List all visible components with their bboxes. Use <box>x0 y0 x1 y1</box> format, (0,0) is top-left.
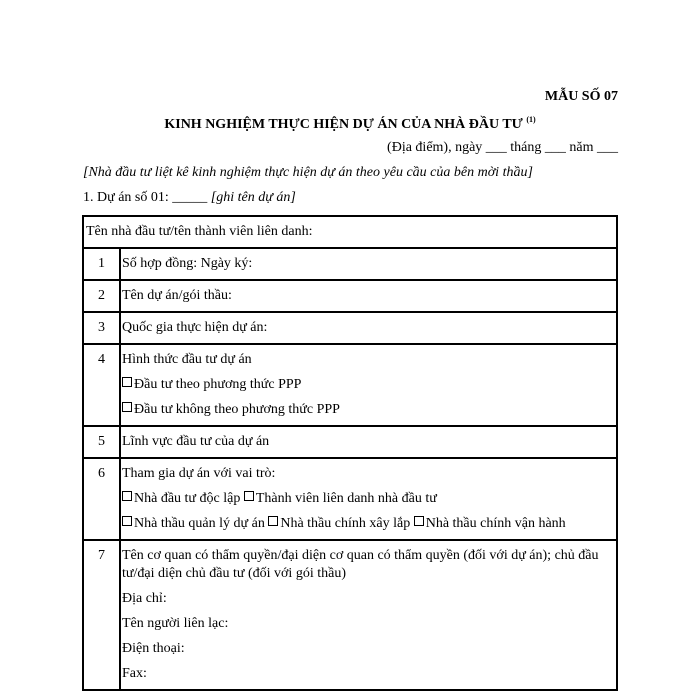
table-header-row <box>83 216 617 248</box>
investor-name-cell: Tên nhà đầu tư/tên thành viên liên danh: <box>83 216 617 248</box>
row-label: Tham gia dự án với vai trò: <box>122 466 276 481</box>
project-hint: [ghi tên dự án] <box>210 190 296 205</box>
fax-field: Fax: <box>122 666 147 681</box>
table-row <box>83 248 617 280</box>
table-row <box>83 344 617 426</box>
row-number: 4 <box>83 344 120 426</box>
row-label: Tên dự án/gói thầu: <box>120 280 617 312</box>
row-label: Quốc gia thực hiện dự án: <box>120 312 617 344</box>
role-options-line-1 <box>122 490 612 508</box>
table-row <box>83 540 617 690</box>
address-field: Địa chỉ: <box>122 591 167 606</box>
row-number: 2 <box>83 280 120 312</box>
row-label: Hình thức đầu tư dự án <box>122 352 252 367</box>
checkbox[interactable] <box>122 377 132 387</box>
row-number: 1 <box>83 248 120 280</box>
row-label: Số hợp đồng: Ngày ký: <box>120 248 617 280</box>
option-ppp <box>122 376 612 394</box>
contact-name-field: Tên người liên lạc: <box>122 616 229 631</box>
option-label: Nhà đầu tư độc lập <box>134 491 241 506</box>
option-label: Thành viên liên danh nhà đầu tư <box>255 491 437 506</box>
row-number: 6 <box>83 458 120 540</box>
option-label: Nhà thầu quản lý dự án <box>134 516 265 531</box>
option-label: Đầu tư theo phương thức PPP <box>134 377 302 392</box>
document-title <box>0 115 700 133</box>
option-label: Nhà thầu chính vận hành <box>425 516 566 531</box>
role-options-line-2 <box>122 515 612 533</box>
project-prefix: 1. Dự án số 01: _____ <box>83 190 211 205</box>
row-number: 3 <box>83 312 120 344</box>
row-number: 5 <box>83 426 120 458</box>
row-label: Tên cơ quan có thẩm quyền/đại diện cơ quan có thẩm quyền (đối với dự án); chủ đầu tư/đại diện chủ đầu tư (đối với gói thầu) <box>122 548 599 581</box>
authority-cell <box>120 540 617 690</box>
option-label: Đầu tư không theo phương thức PPP <box>134 402 340 417</box>
option-label: Nhà thầu chính xây lắp <box>280 516 411 531</box>
checkbox[interactable] <box>414 516 424 526</box>
row-label: Lĩnh vực đầu tư của dự án <box>120 426 617 458</box>
place-date-line: (Địa điểm), ngày ___ tháng ___ năm ___ <box>387 140 618 155</box>
project-line <box>83 190 296 206</box>
table-row <box>83 426 617 458</box>
checkbox[interactable] <box>122 402 132 412</box>
table-row <box>83 458 617 540</box>
instruction-text: [Nhà đầu tư liệt kê kinh nghiệm thực hiện dự án theo yêu cầu của bên mời thầu] <box>83 165 533 180</box>
table-row <box>83 280 617 312</box>
table-row <box>83 312 617 344</box>
experience-table <box>82 215 618 691</box>
phone-field: Điện thoại: <box>122 641 185 656</box>
option-non-ppp <box>122 401 612 419</box>
checkbox[interactable] <box>244 491 254 501</box>
role-cell <box>120 458 617 540</box>
row-number: 7 <box>83 540 120 690</box>
title-footnote: (1) <box>526 115 536 124</box>
checkbox[interactable] <box>268 516 278 526</box>
checkbox[interactable] <box>122 516 132 526</box>
investment-form-cell <box>120 344 617 426</box>
form-code: MẪU SỐ 07 <box>544 89 618 104</box>
checkbox[interactable] <box>122 491 132 501</box>
title-text: KINH NGHIỆM THỰC HIỆN DỰ ÁN CỦA NHÀ ĐẦU TƯ <box>164 117 523 132</box>
